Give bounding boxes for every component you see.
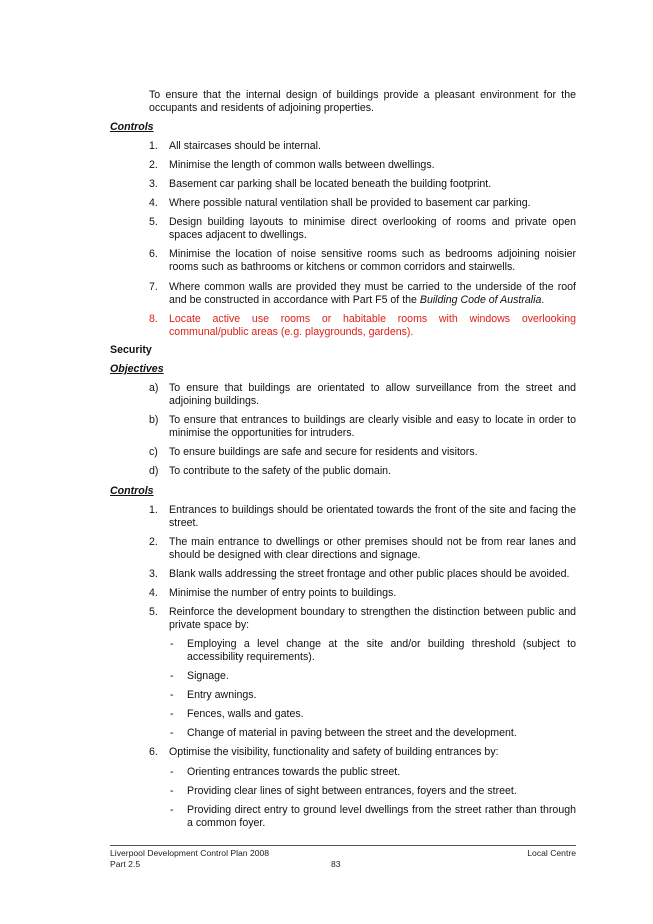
item-text: Signage. [187,670,229,682]
footer-part: Part 2.5 [110,859,141,869]
item-letter: d) [149,465,159,477]
code-reference: Building Code of Australia [419,294,542,307]
security-heading: Security [110,344,152,356]
dash-bullet: - [170,689,174,701]
item-text: To contribute to the safety of the public domain. [169,465,392,477]
item-text: Design building layouts to minimise direct overlooking of rooms and private open spaces adjacent to dwellings. [169,216,576,242]
dash-bullet: - [170,785,174,797]
item-text: Change of material in paving between the street and the development. [187,727,517,739]
item-number: 6. [149,248,158,260]
item-text: Locate active use rooms or habitable rooms with windows overlooking communal/public areas (e.g. playgrounds, gardens). [169,313,576,339]
item-number: 6. [149,746,158,758]
item-text: Reinforce the development boundary to strengthen the distinction between public and private space by: [169,606,576,632]
item-number: 2. [149,159,158,171]
item-text: To ensure that buildings are orientated to allow surveillance from the street and adjoining buildings. [169,382,576,408]
item-letter: a) [149,382,159,394]
dash-bullet: - [170,804,174,816]
item-text: The main entrance to dwellings or other premises should not be from rear lanes and should be designed with clear directions and signage. [169,536,576,562]
item-text: Entrances to buildings should be orientated towards the front of the site and facing the street. [169,504,576,530]
item-text: All staircases should be internal. [169,140,321,152]
item-number: 2. [149,536,158,548]
controls-heading: Controls [110,121,154,133]
item-text: Orienting entrances towards the public street. [187,766,401,778]
item-text: Blank walls addressing the street frontage and other public places should be avoided. [169,568,570,580]
item-text: Minimise the location of noise sensitive rooms such as bedrooms adjoining noisier rooms such as bathrooms or kitchens or common corridors and stairwells. [169,248,576,274]
footer-plan-title: Liverpool Development Control Plan 2008 [110,848,270,858]
item-text: Basement car parking shall be located beneath the building footprint. [169,178,492,190]
item-text: Providing clear lines of sight between entrances, foyers and the street. [187,785,517,797]
item-number: 1. [149,504,158,516]
item-number: 4. [149,587,158,599]
item-letter: c) [149,446,158,458]
dash-bullet: - [170,727,174,739]
item-number: 5. [149,216,158,228]
item-number: 1. [149,140,158,152]
item-text: Fences, walls and gates. [187,708,304,720]
item-text-part: Where common walls are provided they must be carried to the underside of the roof and be constructed in accordance with Part F5 of the [169,281,576,307]
item-number: 7. [149,281,158,293]
item-text: To ensure that entrances to buildings are clearly visible and easy to locate in order to minimise the opportunities for intruders. [169,414,576,440]
item-text: Entry awnings. [187,689,257,701]
dash-bullet: - [170,766,174,778]
item-text: Minimise the number of entry points to buildings. [169,587,397,599]
item-number: 3. [149,568,158,580]
page-number: 83 [331,859,341,869]
item-text: Providing direct entry to ground level dwellings from the street rather than through a common foyer. [187,804,576,830]
item-letter: b) [149,414,159,426]
dash-bullet: - [170,708,174,720]
controls-heading: Controls [110,485,154,497]
item-number: 3. [149,178,158,190]
dash-bullet: - [170,670,174,682]
item-text: Minimise the length of common walls between dwellings. [169,159,435,171]
item-text-end: . [541,294,545,307]
dash-bullet: - [170,638,174,650]
item-text [169,281,576,307]
item-text: Employing a level change at the site and/or building threshold (subject to accessibility requirements). [187,638,576,664]
item-text: Where possible natural ventilation shall be provided to basement car parking. [169,197,531,209]
item-number: 5. [149,606,158,618]
footer-divider [110,845,576,846]
footer-section: Local Centre [527,848,576,858]
objectives-heading: Objectives [110,363,164,375]
item-text: Optimise the visibility, functionality and safety of building entrances by: [169,746,499,758]
item-number: 8. [149,313,158,325]
item-number: 4. [149,197,158,209]
item-text: To ensure buildings are safe and secure for residents and visitors. [169,446,478,458]
intro-paragraph: To ensure that the internal design of buildings provide a pleasant environment for the occupants and residents of adjoining properties. [149,89,576,115]
